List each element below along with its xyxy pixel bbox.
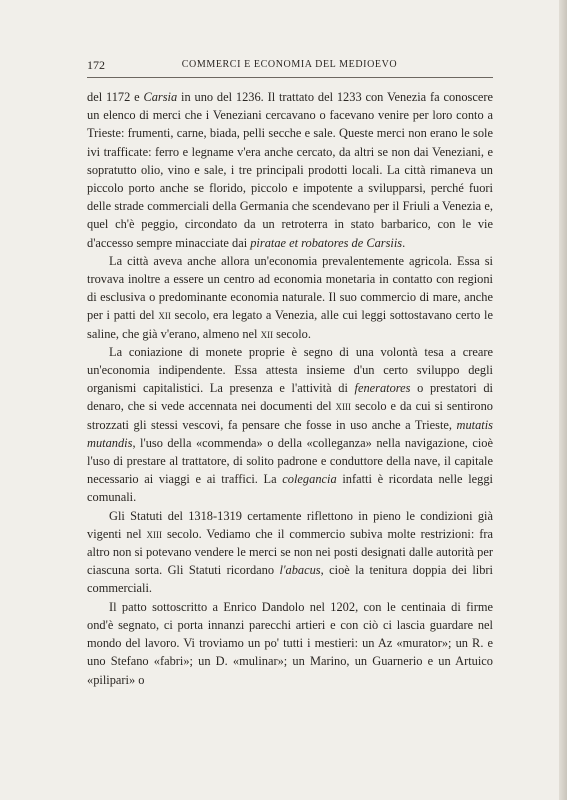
roman-numeral: xii <box>260 326 274 341</box>
page-number: 172 <box>87 58 105 72</box>
paragraph <box>87 252 493 343</box>
text-run: , l'uso della «commenda» o della «colleganza» nella navigazione, cioè l'uso di prestare al trattatore, di solito padrone e conduttore della nave, il capitale necessario ai viaggi e ai traffici. La <box>87 435 493 487</box>
page-header <box>87 58 492 74</box>
paragraph <box>87 343 493 507</box>
roman-numeral: xii <box>158 308 171 323</box>
text-run: , cioè la tenitura doppia dei libri commerciali. <box>87 563 493 596</box>
roman-numeral: xiii <box>146 526 162 541</box>
text-run: in uno del 1236. Il trattato del 1233 con Venezia fa conoscere un elenco di merci che i Veneziani cercavano o facevano venire per loro conto a Trieste: frumenti, carne, biada, pelli secche e sale. Queste merci non erano le sole ivi trafficate: ferro e legname v'era anche cercato, da altri se non dai Veneziani, e sopratutto olio, vino e sale, i tre principali prodotti locali. La città rimaneva un piccolo porto anche se florido, piccolo e impotente a svilupparsi, perché fuori delle strade commerciali della Germania che scendevano per il Friuli a Venezia e, quel ch'è peggio, circondato da un retroterra in stato barbarico, con le vie d'accesso sempre minacciate dai <box>87 90 493 250</box>
text-run: secolo. <box>273 326 311 341</box>
running-title: COMMERCI E ECONOMIA DEL MEDIOEVO <box>181 59 398 70</box>
body-text <box>87 88 493 689</box>
paragraph <box>87 598 493 689</box>
italic-text: mutatis mutandis <box>87 417 493 450</box>
italic-text: feneratores <box>354 381 411 396</box>
roman-numeral: xiii <box>335 399 352 414</box>
page-edge-shadow <box>559 0 567 800</box>
italic-text: colegancia <box>282 472 337 487</box>
text-run: Il patto sottoscritto a Enrico Dandolo nel 1202, con le centinaia di firme ond'è segnato, ci porta innanzi parecchi artieri e con ciò ci lascia guardare nel mondo del lavoro. Vi troviamo un po' tutti i mestieri: un Az «murator»; un R. e uno Stefano «fabri»; un D. «mulinar»; un Marino, un Guarnerio e un Artuico «pilipari» o <box>87 599 493 687</box>
text-run: secolo. Vediamo che il commercio subiva molte restrizioni: fra altro non si potevano vendere le merci se non nei posti designati dalle autorità per ciascuna sorta. Gli Statuti ricordano <box>87 526 494 578</box>
text-run: . <box>402 235 406 250</box>
paragraph <box>87 88 493 252</box>
text-run: Gli Statuti del 1318-1319 certamente riflettono in pieno le condizioni già vigenti nel <box>87 508 493 541</box>
italic-text: l'abacus <box>279 563 321 578</box>
text-run: La coniazione di monete proprie è segno di una volontà tesa a creare un'economia indipendente. Essa attesta insieme d'un certo sviluppo degli organismi capitalistici. La presenza e l'attività di <box>87 344 493 396</box>
text-run: infatti è ricordata nelle leggi comunali. <box>87 472 493 505</box>
text-run: del 1172 e <box>87 90 144 104</box>
header-rule <box>87 77 493 78</box>
text-run: La città aveva anche allora un'economia prevalentemente agricola. Essa si trovava inoltre a essere un centro ad economia monetaria in contatto con regioni di esclusiva o predominante economia naturale. Il suo commercio di mare, anche per i patti del <box>87 253 493 323</box>
text-run: secolo e da cui si sentirono strozzati gli stessi vescovi, fa pensare che fosse in uso anche a Trieste, <box>87 399 493 432</box>
italic-text: Carsia <box>143 90 178 104</box>
italic-text: piratae et robatores de Carsiis <box>250 235 403 250</box>
text-run: secolo, era legato a Venezia, alle cui leggi sottostavano certo le saline, che già v'erano, almeno nel <box>87 308 493 341</box>
paragraph <box>87 507 493 598</box>
text-run: o prestatori di denaro, che si vede accennata nei documenti del <box>87 381 493 414</box>
